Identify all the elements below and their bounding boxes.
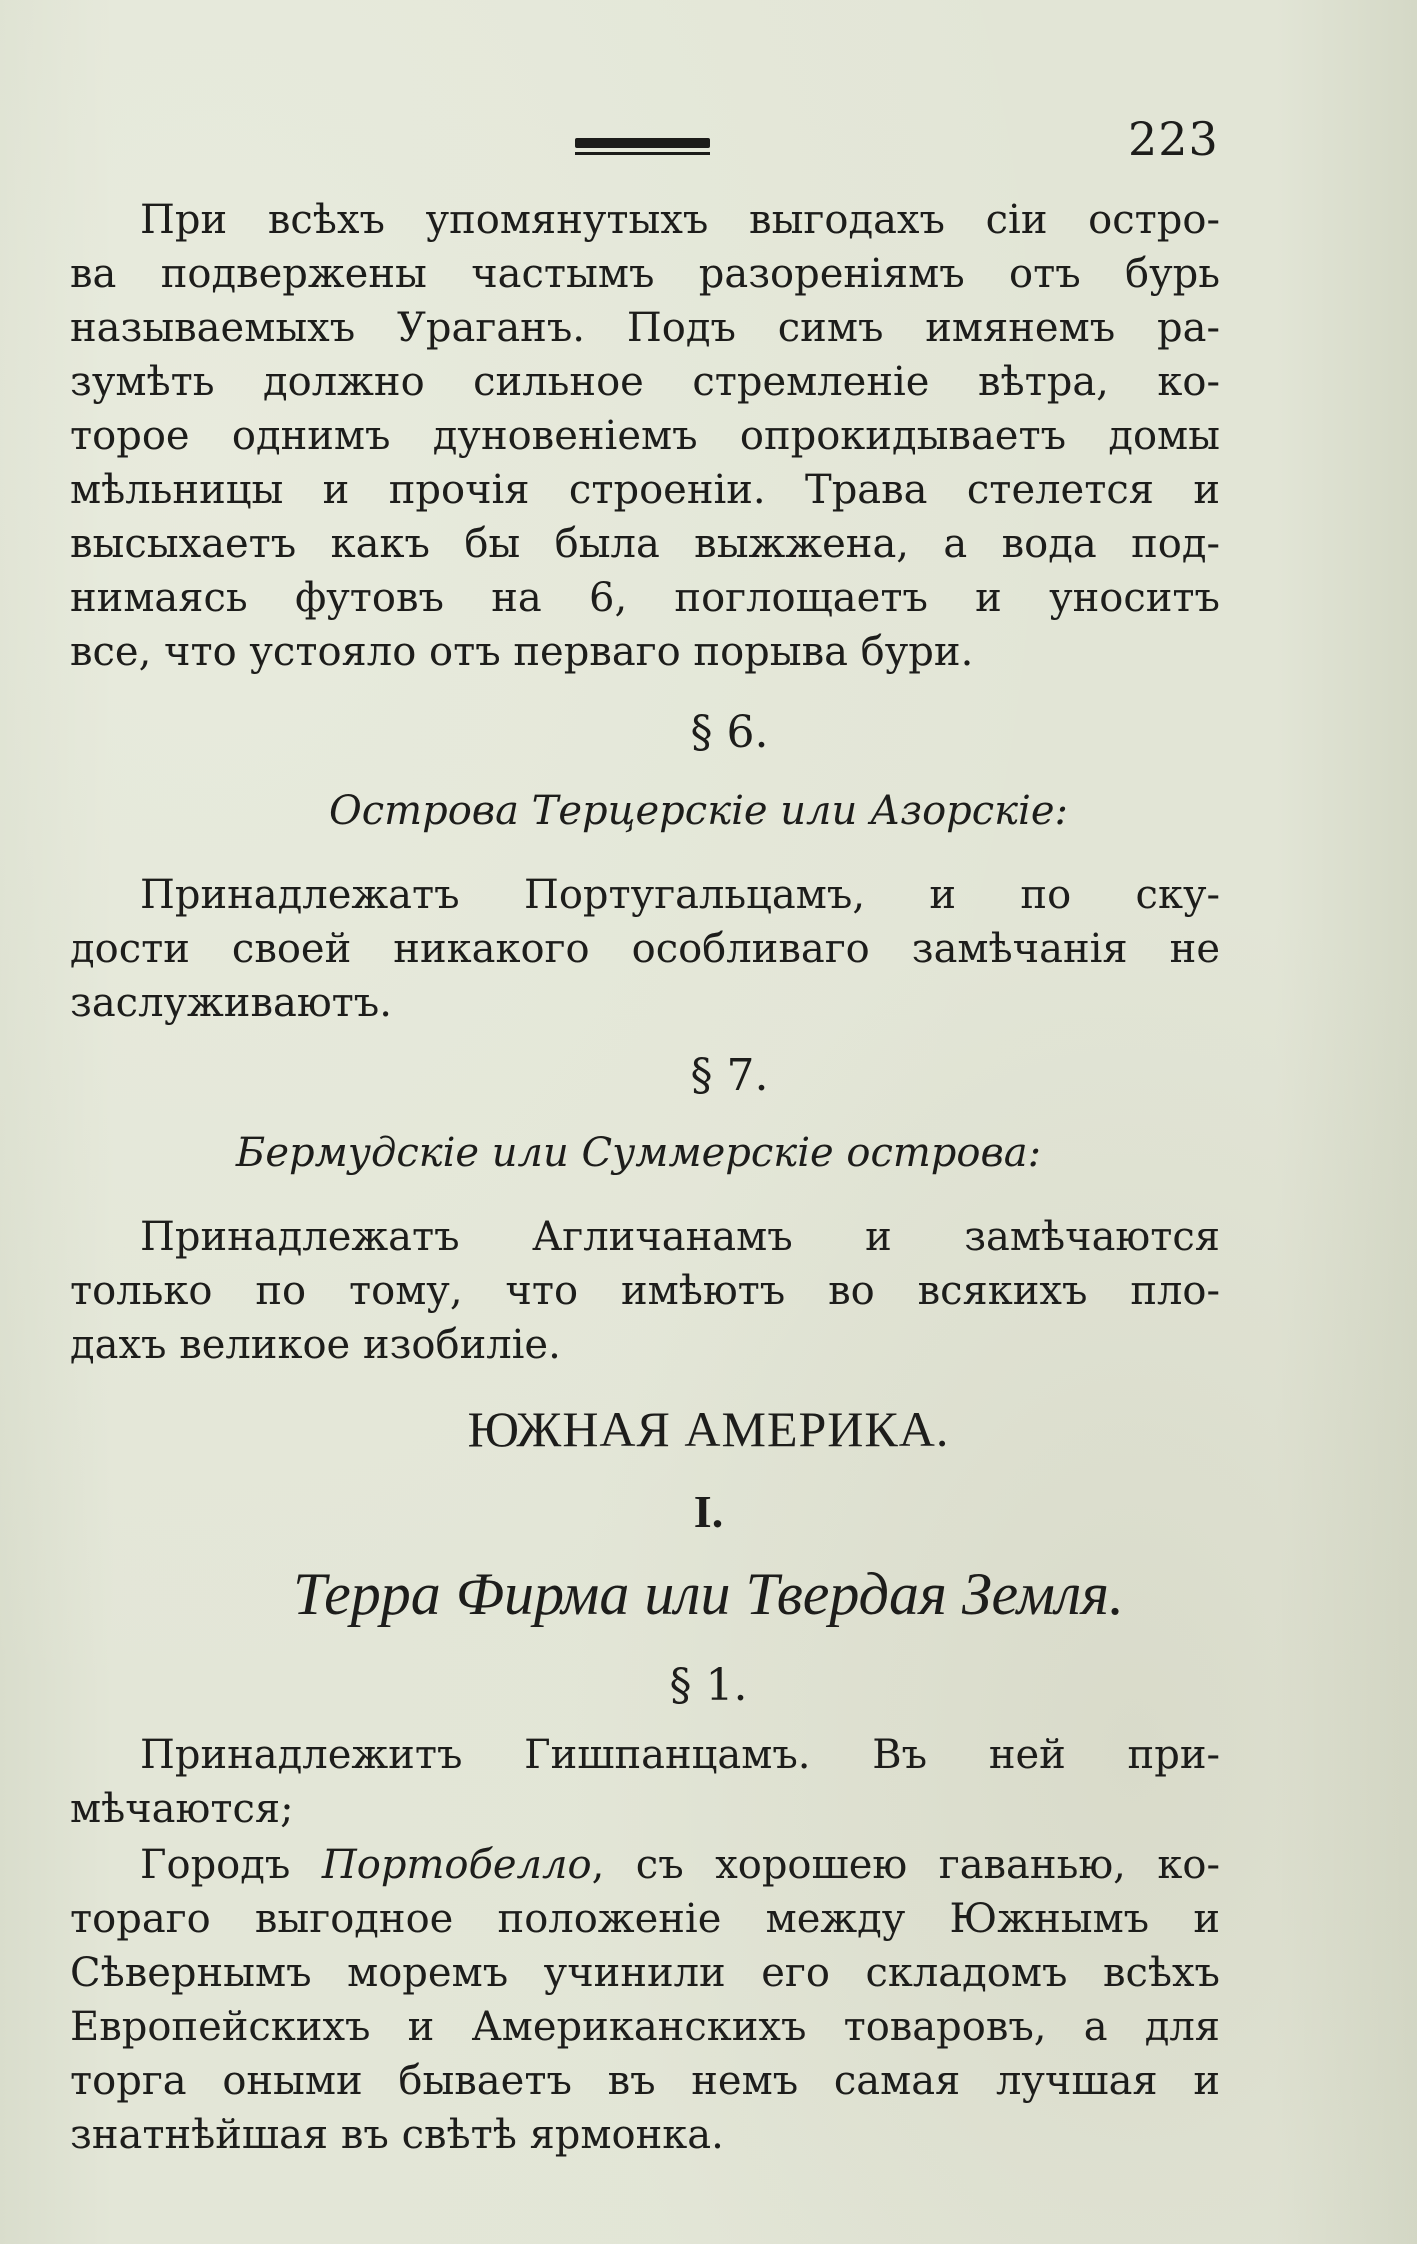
text-line: зумѣть должно сильное стремленіе вѣтра, ко- xyxy=(70,359,1220,405)
text-line: знатнѣйшая въ свѣтѣ ярмонка. xyxy=(70,2112,724,2158)
text-line: дости своей никакого особливаго замѣчанія не xyxy=(70,926,1220,972)
text-line: нимаясь футовъ на 6, поглощаетъ и уноситъ xyxy=(70,575,1220,621)
header-rule xyxy=(575,138,710,148)
section-6-heading: § 6. xyxy=(690,707,769,758)
text-line: высыхаетъ какъ бы была выжжена, а вода под- xyxy=(70,521,1220,567)
section-7-heading: § 7. xyxy=(690,1050,769,1101)
paragraph-bermuda xyxy=(70,1210,1220,1372)
city-name: Портобелло xyxy=(321,1842,592,1888)
text-line: Принадлежитъ Гишпанцамъ. Въ ней при- xyxy=(140,1732,1220,1778)
text-line: При всѣхъ упомянутыхъ выгодахъ сіи остро- xyxy=(140,197,1220,243)
text-line: дахъ великое изобиліе. xyxy=(70,1322,561,1368)
text-line: торое однимъ дуновеніемъ опрокидываетъ домы xyxy=(70,413,1220,459)
azores-title: Острова Терцерскіе или Азорскіе: xyxy=(328,788,1068,834)
text-line xyxy=(70,1838,1220,1892)
text-line: все, что устояло отъ перваго порыва бури. xyxy=(70,629,974,675)
text-line: Европейскихъ и Американскихъ товаровъ, а для xyxy=(70,2004,1220,2050)
text-line: Принадлежатъ Агличанамъ и замѣчаются xyxy=(140,1214,1220,1260)
page-number: 223 xyxy=(1128,112,1219,166)
text-line: только по тому, что имѣютъ во всякихъ пло- xyxy=(70,1268,1220,1314)
text-line: заслуживаютъ. xyxy=(70,980,392,1026)
paragraph-spanish xyxy=(70,1728,1220,1836)
text-line: ва подвержены частымъ разореніямъ отъ бурь xyxy=(70,251,1220,297)
text-line: торга оными бываетъ въ немъ самая лучшая и xyxy=(70,2058,1220,2104)
text-line: Сѣвернымъ моремъ учинили его складомъ всѣхъ xyxy=(70,1950,1220,1996)
paragraph-azores xyxy=(70,868,1220,1030)
text-line: мѣчаются; xyxy=(70,1786,294,1832)
chapter-numeral: I. xyxy=(693,1486,724,1537)
text-line: называемыхъ Ураганъ. Подъ симъ имянемъ ра- xyxy=(70,305,1220,351)
text-line: Принадлежатъ Португальцамъ, и по ску- xyxy=(140,872,1220,918)
section-1-heading: § 1. xyxy=(669,1660,748,1711)
bermuda-title: Бермудскіе или Суммерскіе острова: xyxy=(235,1130,1042,1176)
paragraph-portobello xyxy=(70,1838,1220,2162)
paragraph-hurricanes xyxy=(70,193,1220,679)
south-america-heading: ЮЖНАЯ АМЕРИКА. xyxy=(467,1401,950,1457)
terra-firma-title: Терра Фирма или Твердая Земля. xyxy=(292,1561,1125,1627)
text-fragment: Городъ xyxy=(140,1842,322,1888)
text-fragment: , съ хорошею гаванью, ко- xyxy=(591,1842,1221,1888)
text-line: тораго выгодное положеніе между Южнымъ и xyxy=(70,1896,1220,1942)
text-line: мѣльницы и прочія строеніи. Трава стелется и xyxy=(70,467,1220,513)
